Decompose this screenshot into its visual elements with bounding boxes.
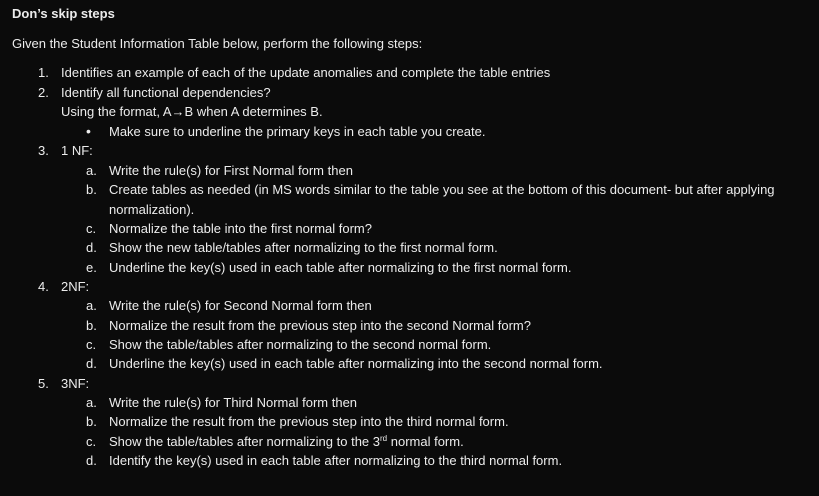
step-2-number: 2. xyxy=(38,85,49,100)
step-4b-letter: b. xyxy=(86,318,97,333)
step-5-text: 3NF: xyxy=(61,376,90,391)
step-4d-letter: d. xyxy=(86,356,97,371)
step-3b-text: Create tables as needed (in MS words similar to the table you see at the bottom of this document- but after applying normalization). xyxy=(109,182,775,217)
step-4d-text: Underline the key(s) used in each table after normalizing into the second normal form. xyxy=(109,356,603,371)
bullet-icon: • xyxy=(86,123,91,139)
step-5c-text-after: normal form. xyxy=(387,434,464,449)
step-2-text: Identify all functional dependencies? xyxy=(61,85,271,100)
document-title: Don’s skip steps xyxy=(12,6,115,21)
step-3-text: 1 NF: xyxy=(61,143,93,158)
step-5c-letter: c. xyxy=(86,434,97,449)
step-5d-letter: d. xyxy=(86,453,97,468)
step-4a-text: Write the rule(s) for Second Normal form then xyxy=(109,298,372,313)
step-3a-text: Write the rule(s) for First Normal form then xyxy=(109,163,353,178)
step-4-text: 2NF: xyxy=(61,279,90,294)
document-intro: Given the Student Information Table below, perform the following steps: xyxy=(12,36,423,51)
step-3d-letter: d. xyxy=(86,240,97,255)
step-4c-text: Show the table/tables after normalizing to the second normal form. xyxy=(109,337,492,352)
step-5b-text: Normalize the result from the previous step into the third normal form. xyxy=(109,414,509,429)
step-3c-letter: c. xyxy=(86,221,97,236)
step-4-number: 4. xyxy=(38,279,49,294)
step-5b-letter: b. xyxy=(86,414,97,429)
step-4c-letter: c. xyxy=(86,337,97,352)
step-5-number: 5. xyxy=(38,376,49,391)
step-3e-text: Underline the key(s) used in each table after normalizing to the first normal form. xyxy=(109,260,572,275)
step-2-note: Using the format, A→B when A determines B. xyxy=(61,104,323,119)
step-3c-text: Normalize the table into the first normal form? xyxy=(109,221,372,236)
step-5d-text: Identify the key(s) used in each table after normalizing to the third normal form. xyxy=(109,453,563,468)
step-4a-letter: a. xyxy=(86,298,97,313)
step-5a-text: Write the rule(s) for Third Normal form then xyxy=(109,395,358,410)
step-1-number: 1. xyxy=(38,65,49,80)
step-5a-letter: a. xyxy=(86,395,97,410)
step-2-bullet-text: Make sure to underline the primary keys in each table you create. xyxy=(109,124,486,139)
step-5c-text-before: Show the table/tables after normalizing to the 3 xyxy=(109,434,380,449)
step-4b-text: Normalize the result from the previous step into the second Normal form? xyxy=(109,318,531,333)
step-1-text: Identifies an example of each of the update anomalies and complete the table entries xyxy=(61,65,551,80)
step-3b-letter: b. xyxy=(86,182,97,197)
step-3d-text: Show the new table/tables after normalizing to the first normal form. xyxy=(109,240,498,255)
step-5c-text xyxy=(109,432,464,452)
step-5c-superscript: rd xyxy=(380,434,388,443)
step-3-number: 3. xyxy=(38,143,49,158)
step-3a-letter: a. xyxy=(86,163,97,178)
step-3e-letter: e. xyxy=(86,260,97,275)
